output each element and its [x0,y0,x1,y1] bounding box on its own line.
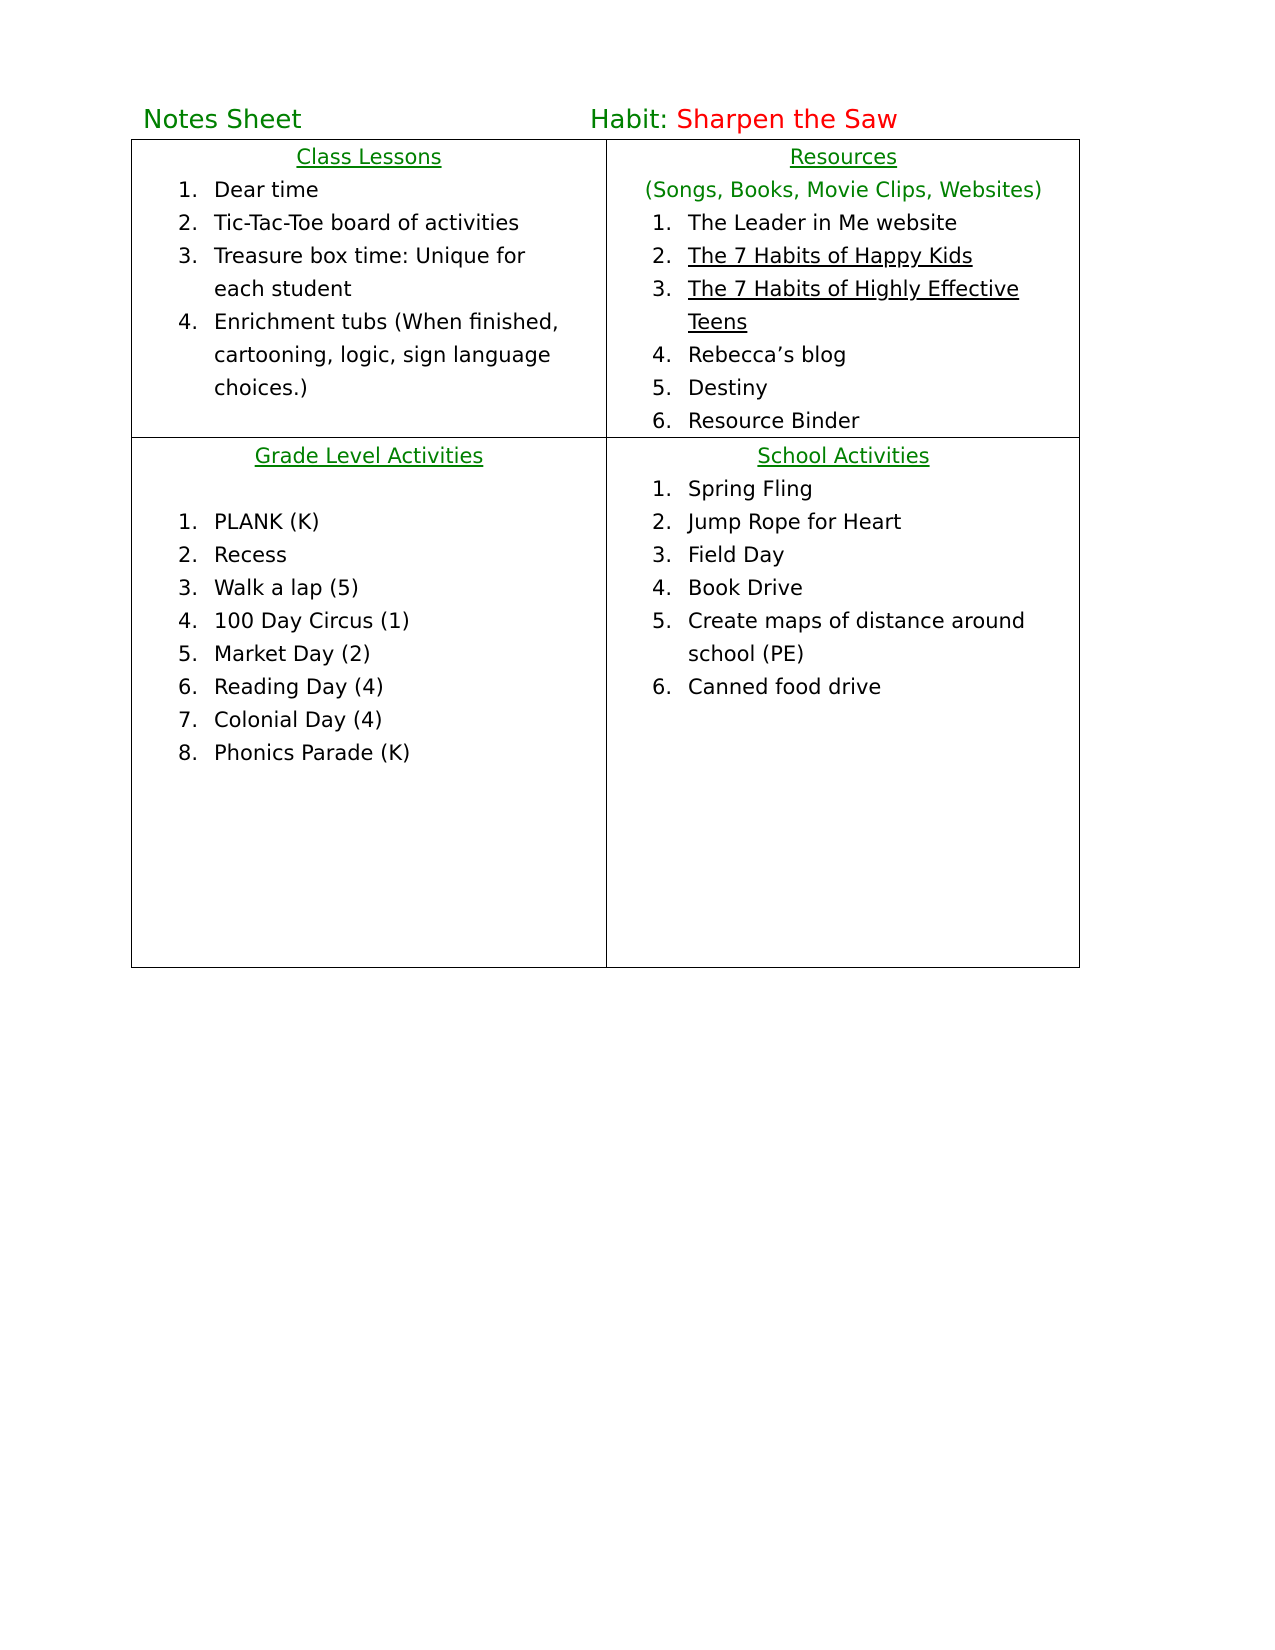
list-item: 4. Book Drive [652,576,803,600]
habit-label: Habit: [590,105,669,135]
resources-subheading: (Songs, Books, Movie Clips, Websites) [644,178,1043,202]
list-item: 1. The Leader in Me website [652,211,958,235]
list-item: 6. Canned food drive [652,675,882,699]
list-item: 1. Dear time [178,178,319,202]
page-title: Notes Sheet [143,105,302,135]
list-item[interactable]: 2. The 7 Habits of Happy Kids [652,244,973,268]
grade-level-heading: Grade Level Activities [254,444,484,468]
habit-value: Sharpen the Saw [676,105,898,135]
resources-heading: Resources [789,145,898,169]
list-item: 1. Spring Fling [652,477,813,501]
list-item: 8. Phonics Parade (K) [178,741,411,765]
list-item: 2. Jump Rope for Heart [652,510,902,534]
list-item: 5. Destiny [652,376,768,400]
list-item: 7. Colonial Day (4) [178,708,383,732]
resource-link[interactable]: The 7 Habits of Happy Kids [688,244,973,268]
list-item: 5. Market Day (2) [178,642,371,666]
list-item: 3. Treasure box time: Unique for each student [178,244,526,301]
resources-cell [607,141,1080,438]
list-item: 5. Create maps of distance around school (PE) [652,609,1026,666]
resource-link[interactable]: The 7 Habits of Highly Effective Teens [688,277,1020,334]
school-activities-heading: School Activities [757,444,930,468]
list-item: 2. Tic-Tac-Toe board of activities [178,211,520,235]
list-item: 1. PLANK (K) [178,510,320,534]
class-lessons-heading: Class Lessons [296,145,442,169]
list-item: 3. Walk a lap (5) [178,576,359,600]
list-item: 3. Field Day [652,543,785,567]
habit-title [590,102,898,138]
school-activities-cell [607,440,1080,704]
list-item: 6. Reading Day (4) [178,675,384,699]
list-item: 4. 100 Day Circus (1) [178,609,410,633]
class-lessons-cell [132,141,606,405]
list-item[interactable]: 3. The 7 Habits of Highly Effective Teens [652,277,1020,334]
list-item: 4. Rebecca’s blog [652,343,847,367]
list-item: 4. Enrichment tubs (When finished, cartooning, logic, sign language choices.) [178,310,559,400]
list-item: 6. Resource Binder [652,409,860,433]
list-item: 2. Recess [178,543,287,567]
grade-level-cell [132,440,606,770]
